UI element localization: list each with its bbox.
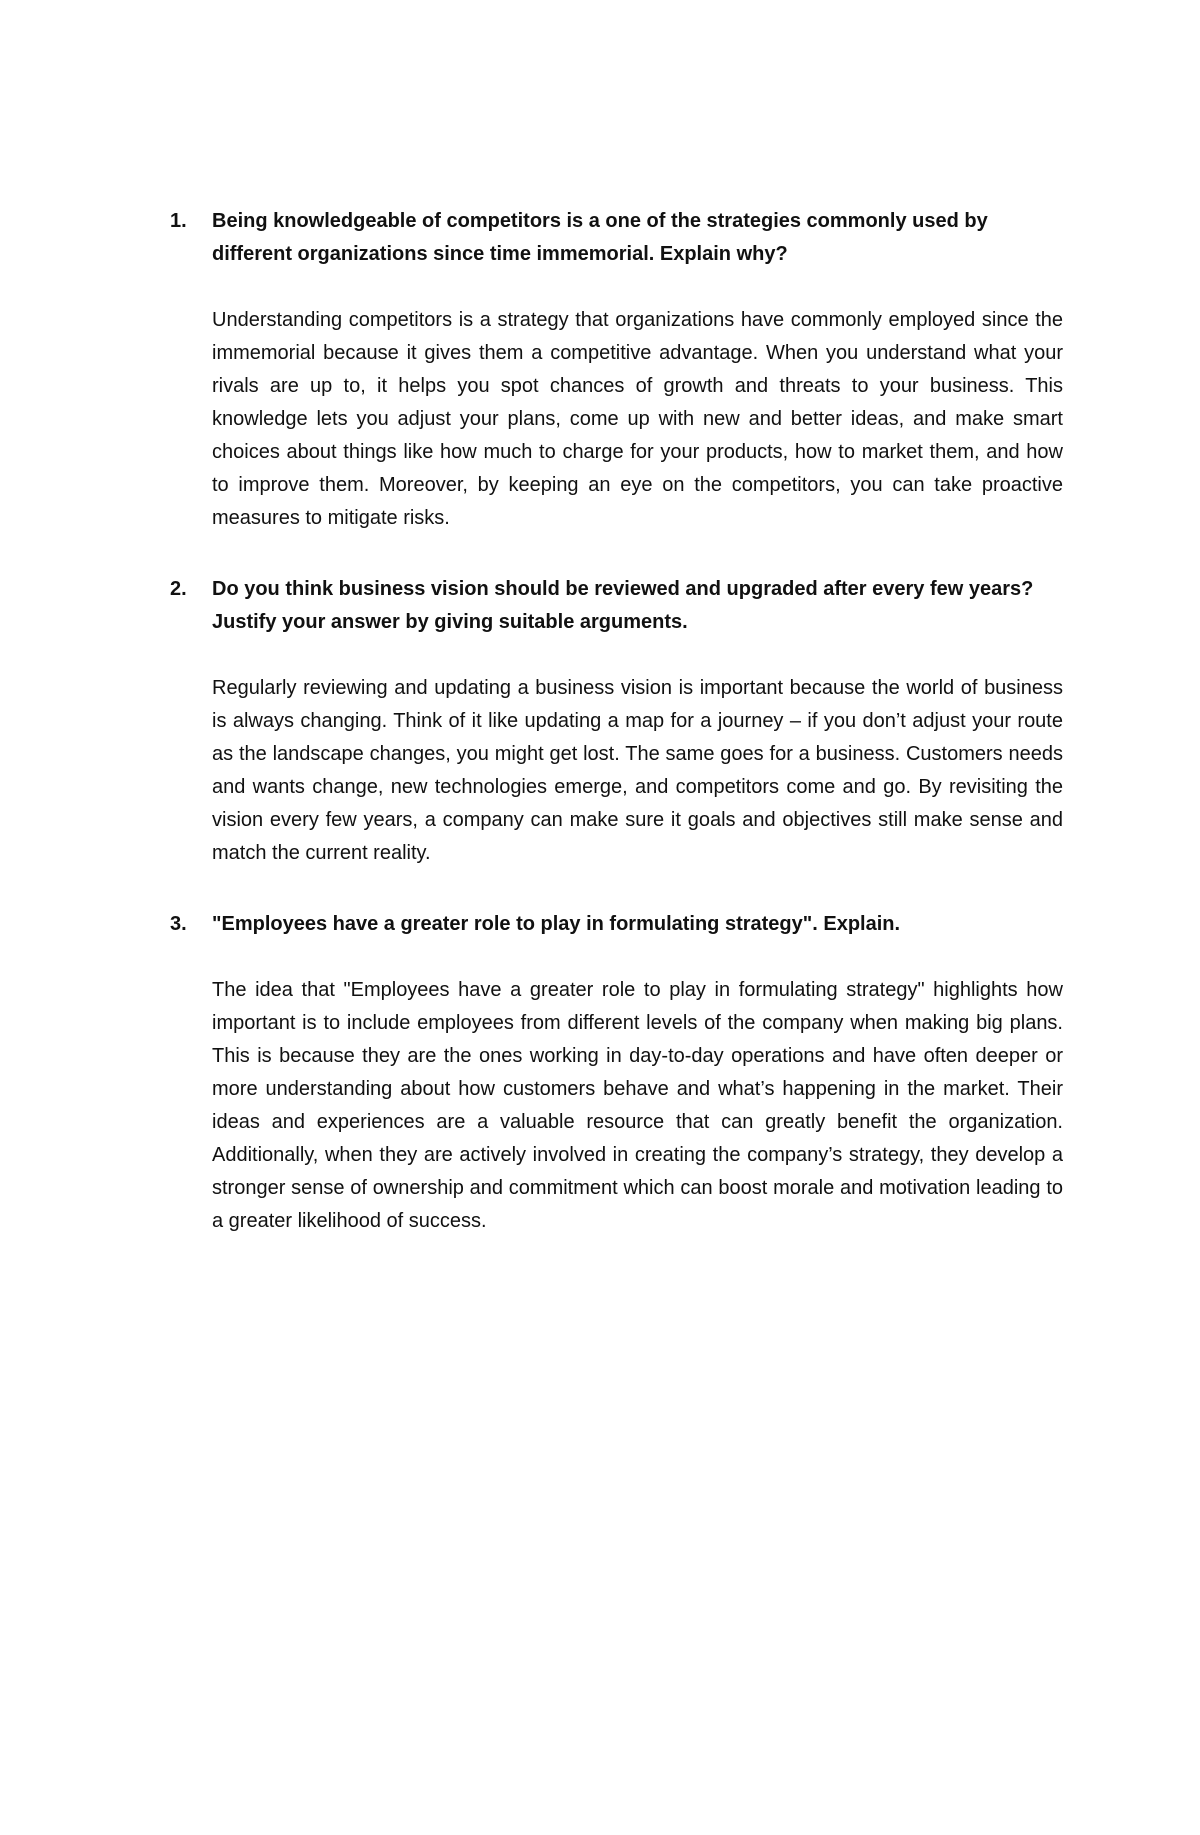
- question-item-1: [170, 205, 1063, 535]
- question-item-3: [170, 908, 1063, 1238]
- question-row: [170, 573, 1063, 639]
- question-text: Do you think business vision should be reviewed and upgraded after every few years? Justify your answer by giving suitable arguments.: [212, 578, 1034, 633]
- question-number: 1.: [170, 210, 187, 232]
- question-text: Being knowledgeable of competitors is a one of the strategies commonly used by different organizations since time immemorial. Explain why?: [212, 210, 988, 265]
- question-item-2: [170, 573, 1063, 870]
- question-number: 3.: [170, 913, 187, 935]
- answer-paragraph: The idea that "Employees have a greater role to play in formulating strategy" highlights how important is to include employees from different levels of the company when making big plans. This is because they are the ones working in day-to-day operations and have often deeper or more understanding about how customers behave and what’s happening in the market. Their ideas and experiences are a valuable resource that can greatly benefit the organization. Additionally, when they are actively involved in creating the company’s strategy, they develop a stronger sense of ownership and commitment which can boost morale and motivation leading to a greater likelihood of success.: [212, 979, 1063, 1232]
- answer-paragraph: Understanding competitors is a strategy that organizations have commonly employed since the immemorial because it gives them a competitive advantage. When you understand what your rivals are up to, it helps you spot chances of growth and threats to your business. This knowledge lets you adjust your plans, come up with new and better ideas, and make smart choices about things like how much to charge for your products, how to market them, and how to improve them. Moreover, by keeping an eye on the competitors, you can take proactive measures to mitigate risks.: [212, 309, 1063, 529]
- question-text: "Employees have a greater role to play in formulating strategy". Explain.: [212, 913, 901, 935]
- question-number: 2.: [170, 578, 187, 600]
- question-row: [170, 205, 1063, 271]
- answer-paragraph: Regularly reviewing and updating a business vision is important because the world of business is always changing. Think of it like updating a map for a journey – if you don’t adjust your route as the landscape changes, you might get lost. The same goes for a business. Customers needs and wants change, new technologies emerge, and competitors come and go. By revisiting the vision every few years, a company can make sure it goals and objectives still make sense and match the current reality.: [212, 677, 1063, 864]
- question-list: [170, 205, 1063, 1276]
- question-row: [170, 908, 1063, 941]
